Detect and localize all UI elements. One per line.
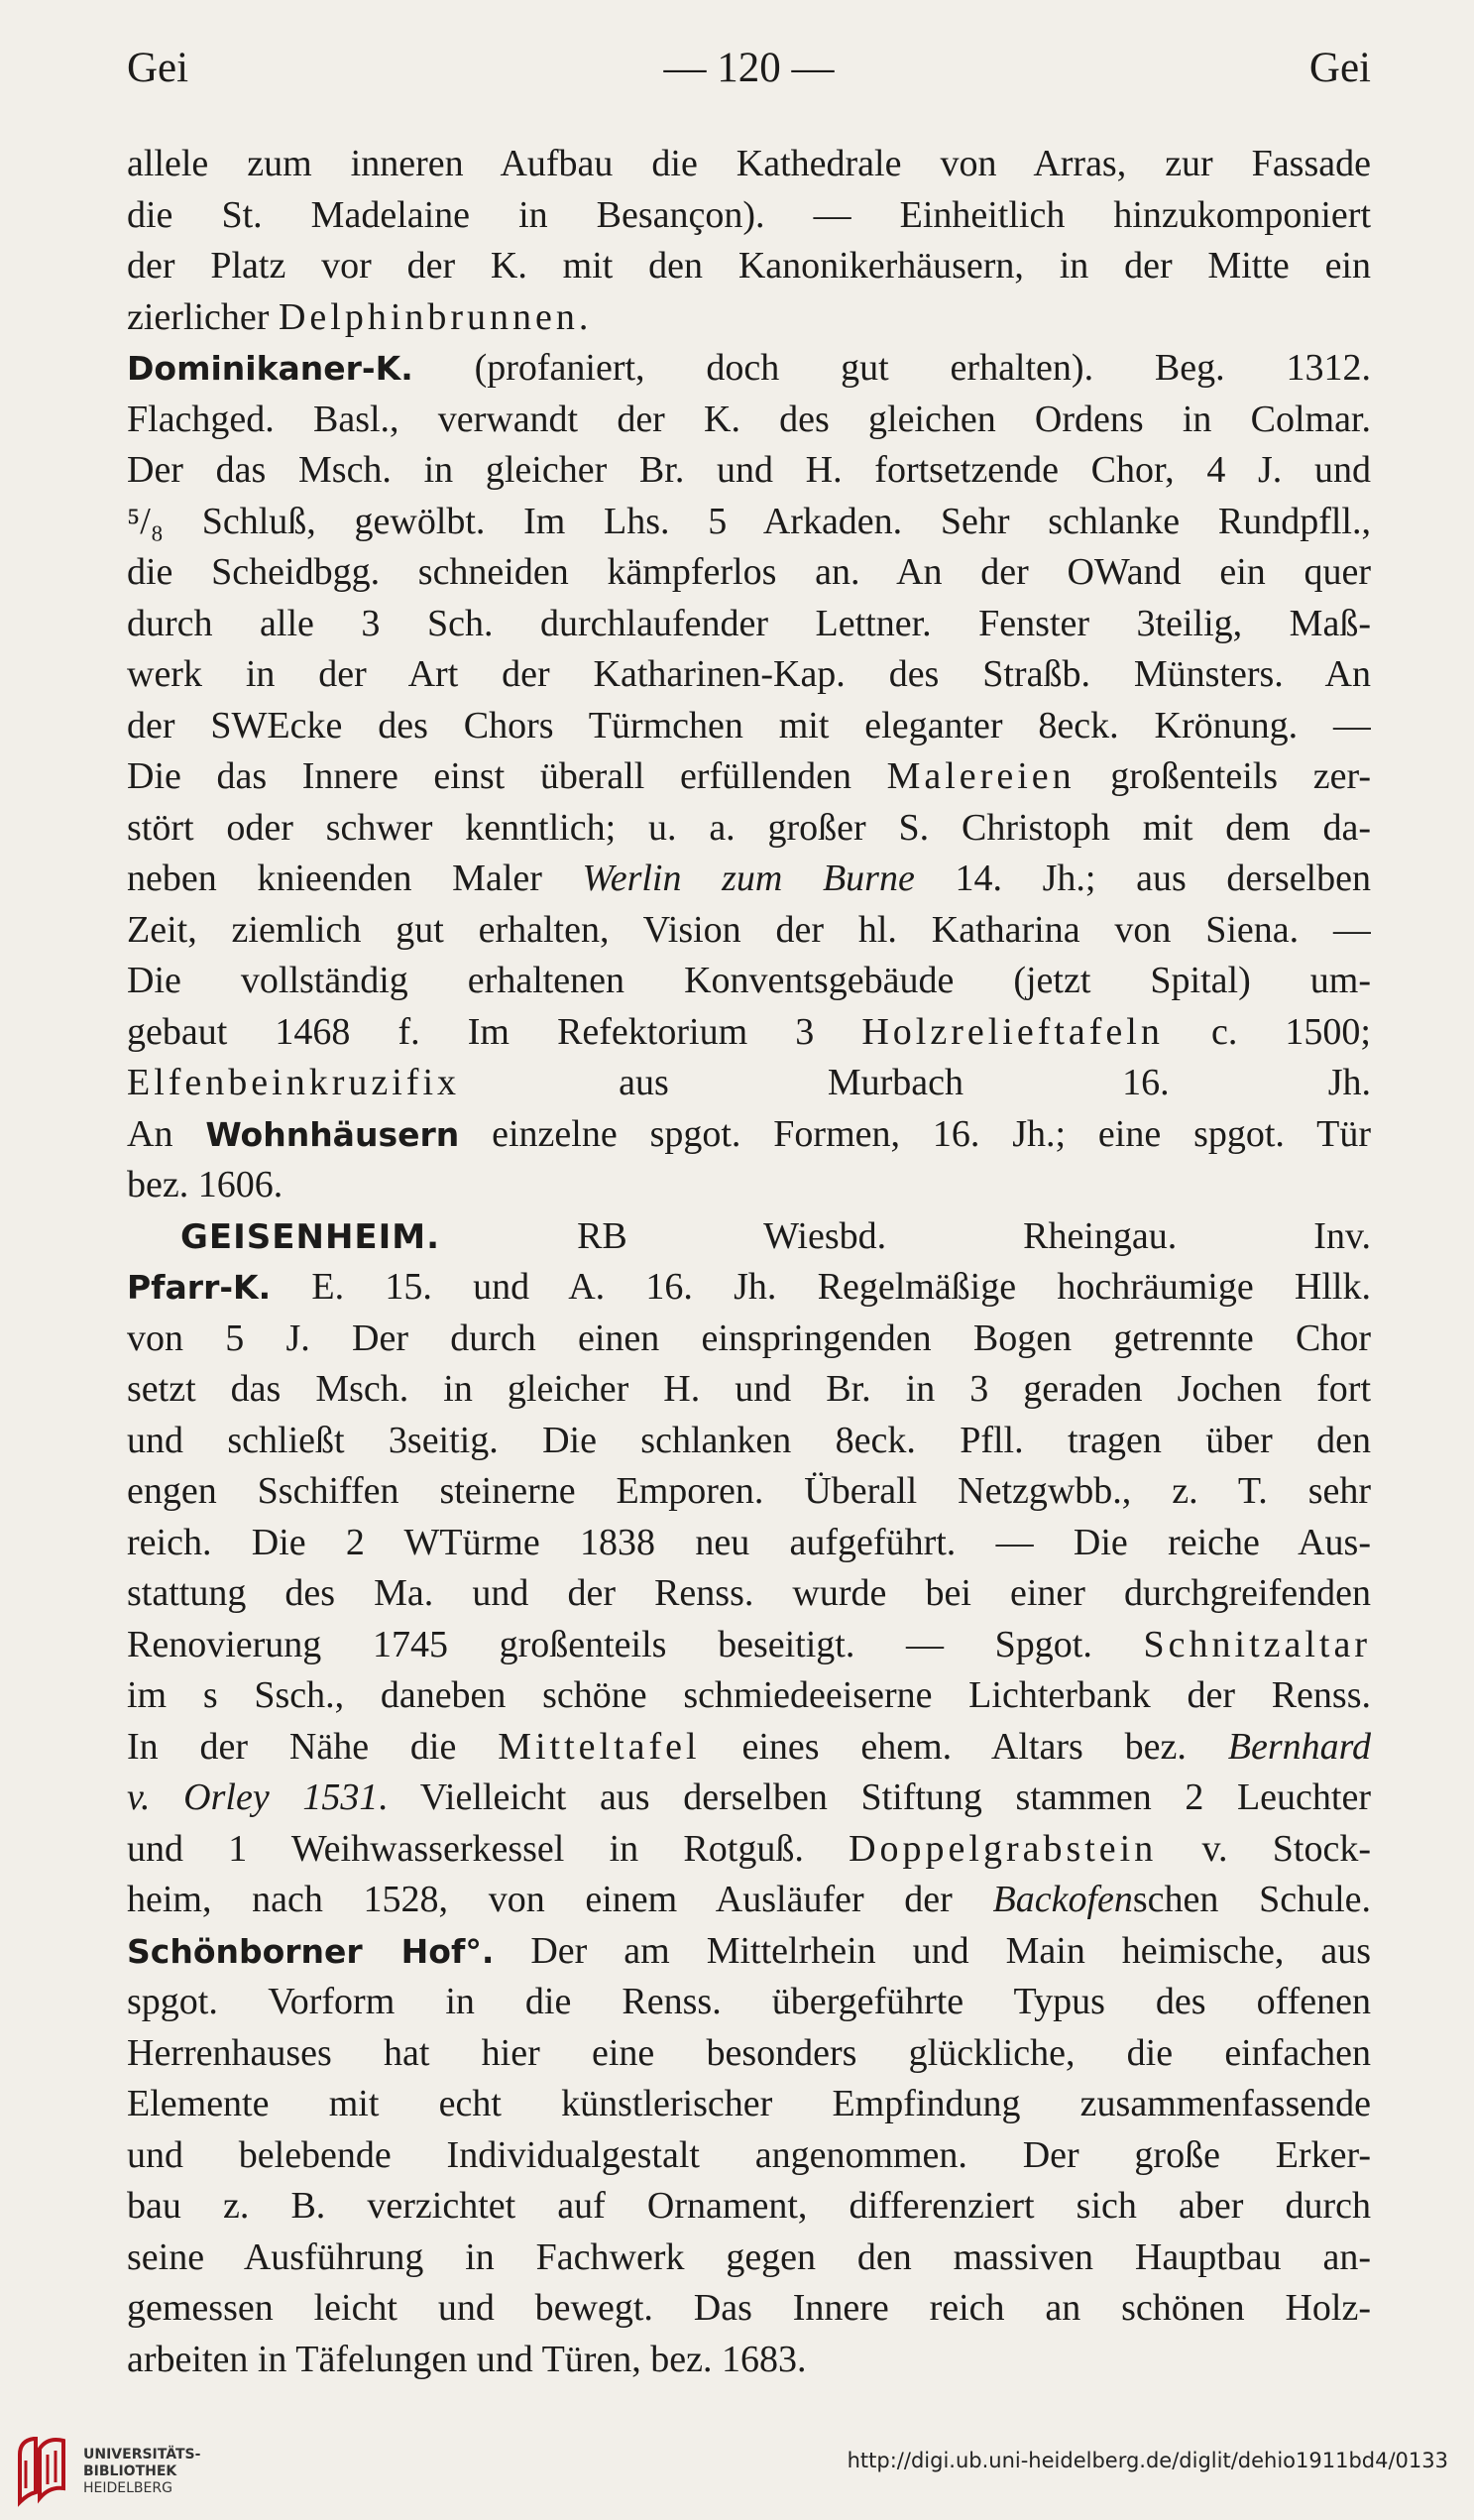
text-span: eines ehem. Altars bez.: [700, 1725, 1228, 1768]
text-line: [127, 1109, 1371, 1161]
text-line: [127, 1824, 1371, 1876]
text-span-sp: Mitteltafel: [498, 1725, 701, 1768]
text-line: [127, 139, 1371, 190]
text-span-bold: Schönborner Hof°.: [127, 1931, 495, 1971]
text-span: heim, nach 1528, von einem Ausläufer der: [127, 1879, 993, 1920]
text-line: [127, 2130, 1371, 2182]
text-span-sp: Doppelgrabstein: [849, 1827, 1158, 1870]
text-span-sp: Delphinbrunnen: [278, 295, 579, 338]
text-span: und belebende Individualgestalt angenommen. Der große Erker-: [127, 2133, 1371, 2176]
body-text: [127, 139, 1371, 2385]
text-line: [127, 445, 1371, 497]
text-span: im s Ssch., daneben schöne schmiedeeiserne Lichterbank der Renss.: [127, 1674, 1371, 1716]
text-span: neben knieenden Maler: [127, 858, 583, 899]
text-span: 14. Jh.; aus derselben: [914, 858, 1371, 899]
text-span-bold: Dominikaner-K.: [127, 349, 413, 388]
text-span: stattung des Ma. und der Renss. wurde bei einer durchgreifenden: [127, 1572, 1371, 1614]
text-span-it: Werlin zum Burne: [582, 858, 915, 899]
text-line: [127, 1926, 1371, 1978]
text-line: [127, 1058, 1371, 1109]
text-line: [127, 599, 1371, 650]
text-span: die Scheidbgg. schneiden kämpferlos an. An der OWand ein quer: [127, 551, 1371, 593]
text-span: Die das Innere einst überall erfüllenden: [127, 755, 887, 797]
text-line: [127, 2233, 1371, 2284]
text-span: Flachged. Basl., verwandt der K. des gleichen Ordens in Colmar.: [127, 398, 1371, 440]
library-emblem-icon: [14, 2433, 71, 2510]
library-logo[interactable]: [14, 2433, 242, 2512]
text-line: [127, 190, 1371, 242]
text-span: und schließt 3seitig. Die schlanken 8eck. Pfll. tragen über den: [127, 1419, 1371, 1461]
page-footer: [0, 2419, 1474, 2520]
text-span: und 1 Weihwasserkessel in Rotguß.: [127, 1827, 850, 1870]
text-span: gebaut 1468 f. Im Refektorium 3: [127, 1010, 862, 1053]
text-span: reich. Die 2 WTürme 1838 neu aufgeführt. — Die reiche Aus-: [127, 1521, 1371, 1563]
text-span: spgot. Vorform in die Renss. übergeführte Typus des offenen: [127, 1981, 1371, 2022]
text-line: [127, 2079, 1371, 2130]
text-span: die St. Madelaine in Besançon). — Einheitlich hinzukomponiert: [127, 193, 1371, 236]
text-line: [127, 2028, 1371, 2080]
text-span: stört oder schwer kenntlich; u. a. großer S. Christoph mit dem da-: [127, 806, 1371, 849]
page-number: — 120 —: [663, 45, 835, 91]
text-line: [127, 1518, 1371, 1569]
text-span: durch alle 3 Sch. durchlaufender Lettner. Fenster 3teilig, Maß-: [127, 602, 1371, 644]
text-line: [127, 1160, 1371, 1211]
text-line: [127, 1722, 1371, 1774]
text-line: [127, 1416, 1371, 1467]
text-span: Die vollständig erhaltenen Konventsgebäude (jetzt Spital) um-: [127, 960, 1371, 1001]
text-span: Elemente mit echt künstlerischer Empfindung zusammenfassende: [127, 2083, 1371, 2124]
text-line: [127, 905, 1371, 957]
text-line: [127, 1670, 1371, 1722]
text-span: einzelne spgot. Formen, 16. Jh.; eine spgot. Tür: [459, 1112, 1371, 1155]
text-line: [127, 343, 1371, 395]
text-span: großenteils zer-: [1075, 755, 1371, 797]
text-span: .: [578, 295, 589, 338]
text-span: ⁵/₈ Schluß, gewölbt. Im Lhs. 5 Arkaden. Sehr schlanke Rundpfll.,: [127, 500, 1371, 542]
text-line: [127, 1875, 1371, 1926]
text-span-bold: Pfarr-K.: [127, 1268, 272, 1307]
text-span: zierlicher: [127, 295, 279, 338]
text-span: aus Murbach 16. Jh.: [460, 1062, 1371, 1103]
library-name: [83, 2447, 200, 2497]
text-span: von 5 J. Der durch einen einspringenden Bogen getrennte Chor: [127, 1317, 1371, 1359]
text-line: [127, 1568, 1371, 1620]
text-line: [127, 701, 1371, 752]
running-head-left: Gei: [127, 45, 189, 91]
text-span: bau z. B. verzichtet auf Ornament, differenziert sich aber durch: [127, 2185, 1371, 2227]
text-span: Renovierung 1745 großenteils beseitigt. — Spgot.: [127, 1623, 1144, 1665]
text-span: arbeiten in Täfelungen und Türen, bez. 1683.: [127, 2338, 807, 2380]
text-line: [127, 1773, 1371, 1824]
text-line: [127, 854, 1371, 905]
text-span: gemessen leicht und bewegt. Das Innere reich an schönen Holz-: [127, 2287, 1371, 2329]
text-span: bez. 1606.: [127, 1164, 283, 1205]
text-span: E. 15. und A. 16. Jh. Regelmäßige hochräumige Hllk.: [271, 1266, 1371, 1308]
text-line: [127, 292, 1371, 344]
text-span-caps: GEISENHEIM.: [180, 1216, 441, 1257]
text-span-sp: Schnitzaltar: [1143, 1623, 1371, 1665]
text-line: [127, 241, 1371, 292]
text-span: setzt das Msch. in gleicher H. und Br. in 3 geraden Jochen fort: [127, 1368, 1371, 1410]
text-span: werk in der Art der Katharinen-Kap. des Straßb. Münsters. An: [127, 653, 1371, 695]
text-line: [127, 395, 1371, 446]
text-line: [127, 649, 1371, 701]
text-span: der Platz vor der K. mit den Kanonikerhäusern, in der Mitte ein: [127, 245, 1371, 286]
text-line: [127, 547, 1371, 599]
text-span: RB Wiesbd. Rheingau. Inv.: [440, 1214, 1371, 1257]
text-span: Zeit, ziemlich gut erhalten, Vision der hl. Katharina von Siena. —: [127, 908, 1371, 951]
text-span-sp: Elfenbeinkruzifix: [127, 1062, 461, 1103]
text-line: [127, 2335, 1371, 2386]
library-name-line-1: UNIVERSITÄTS-: [83, 2447, 201, 2463]
text-span-sp: Holzrelieftafeln: [861, 1010, 1164, 1053]
text-line: [127, 956, 1371, 1007]
text-line: [127, 2181, 1371, 2233]
text-span: seine Ausführung in Fachwerk gegen den massiven Hauptbau an-: [127, 2235, 1371, 2278]
text-span: . Vielleicht aus derselben Stiftung stammen 2 Leuchter: [378, 1776, 1371, 1818]
library-name-line-3: HEIDELBERG: [83, 2480, 172, 2496]
text-line: [127, 1977, 1371, 2028]
text-line: [127, 497, 1371, 548]
text-span: v. Stock-: [1157, 1827, 1371, 1870]
text-span: allele zum inneren Aufbau die Kathedrale von Arras, zur Fassade: [127, 143, 1371, 184]
text-span: An: [127, 1112, 206, 1155]
text-span: engen Sschiffen steinerne Emporen. Überall Netzgwbb., z. T. sehr: [127, 1470, 1371, 1512]
running-head-right: Gei: [1308, 45, 1371, 91]
text-span-bold: Wohnhäusern: [205, 1114, 460, 1154]
text-span: c. 1500;: [1163, 1010, 1371, 1053]
source-url-link[interactable]: http://digi.ub.uni-heidelberg.de/diglit/dehio1911bd4/0133: [847, 2449, 1448, 2472]
library-name-line-2: BIBLIOTHEK: [83, 2463, 177, 2479]
text-line: [127, 1620, 1371, 1671]
text-span: Der das Msch. in gleicher Br. und H. fortsetzende Chor, 4 J. und: [127, 449, 1371, 491]
text-span-it: Bernhard: [1227, 1725, 1371, 1768]
text-span: Der am Mittelrhein und Main heimische, aus: [494, 1929, 1371, 1972]
text-span: (profaniert, doch gut erhalten). Beg. 1312.: [412, 347, 1371, 389]
text-line: [127, 803, 1371, 855]
text-line: [127, 1314, 1371, 1365]
page-header: [127, 44, 1371, 123]
text-span-it: Backofen: [992, 1879, 1133, 1920]
text-line: [127, 1262, 1371, 1314]
text-line: [127, 1466, 1371, 1518]
text-line: [127, 1364, 1371, 1416]
text-span: schen Schule.: [1132, 1879, 1371, 1920]
text-span-sp: Malereien: [886, 755, 1076, 797]
text-span: In der Nähe die: [127, 1725, 499, 1768]
text-span: Herrenhauses hat hier eine besonders glückliche, die einfachen: [127, 2031, 1371, 2074]
text-line: [127, 1007, 1371, 1059]
text-span-it: v. Orley 1531: [127, 1776, 379, 1818]
text-line: [127, 1211, 1371, 1263]
text-line: [127, 751, 1371, 803]
text-span: der SWEcke des Chors Türmchen mit eleganter 8eck. Krönung. —: [127, 704, 1371, 746]
text-line: [127, 2283, 1371, 2335]
